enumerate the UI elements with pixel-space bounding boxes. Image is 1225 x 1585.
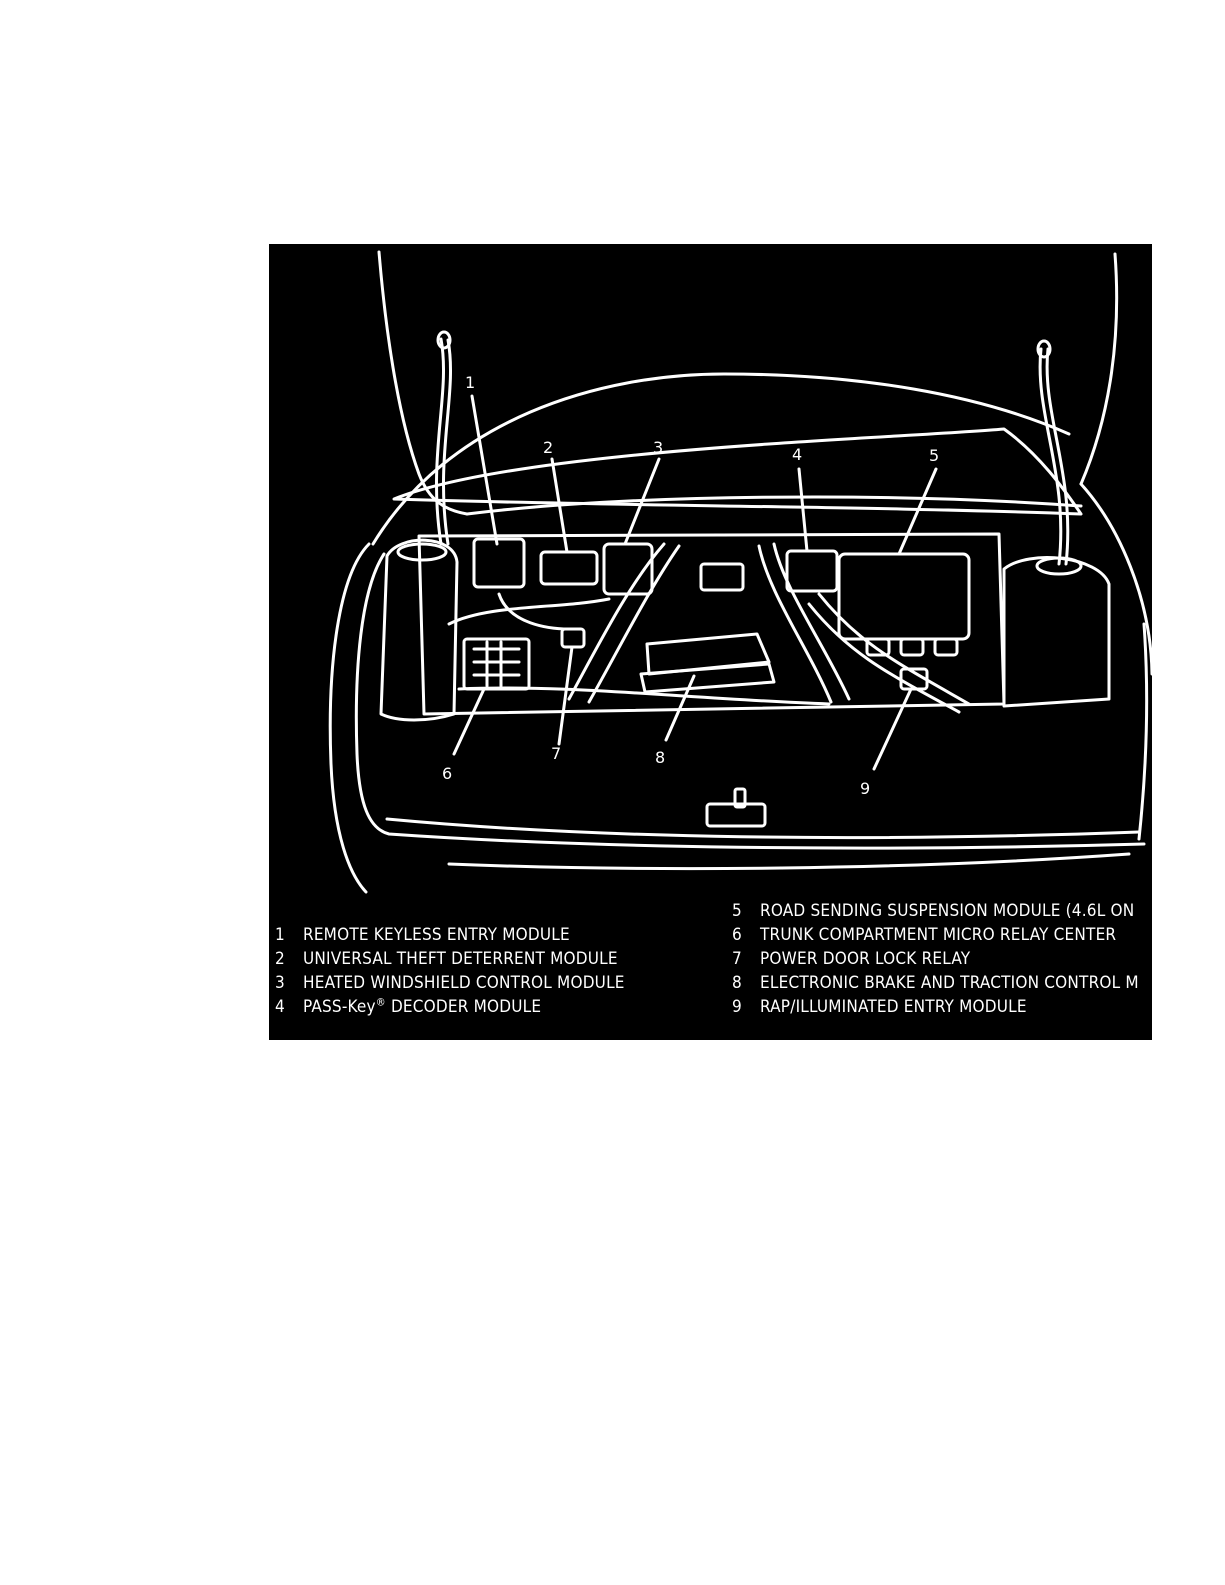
legend-label: RAP/ILLUMINATED ENTRY MODULE [760,997,1027,1017]
right-strut [1040,349,1061,564]
legend-number: 4 [275,997,285,1017]
legend-label: REMOTE KEYLESS ENTRY MODULE [303,925,570,945]
relay-center-6 [464,639,529,689]
module-8-base [641,664,774,692]
leader-6 [454,689,484,754]
registered-mark: ® [375,995,386,1009]
callout-1: 1 [465,373,476,392]
harness-right [819,594,969,704]
module-2-box [541,552,597,584]
callout-3: 3 [653,438,664,457]
legend-number: 6 [732,925,742,945]
legend-number: 5 [732,901,742,921]
callout-5: 5 [929,446,940,465]
relay-center-grid [474,642,519,686]
harness-arc-left [569,544,664,699]
callout-6: 6 [442,764,453,783]
right-side-edge [1139,624,1147,839]
center-small-box [701,564,743,590]
callout-9: 9 [860,779,871,798]
lid-right-edge [1081,254,1117,484]
right-wheel-well [1004,558,1109,706]
legend-label: HEATED WINDSHIELD CONTROL MODULE [303,973,625,993]
callout-8: 8 [655,748,666,767]
legend-number: 9 [732,997,742,1017]
left-strut-mount [398,544,446,560]
legend-label [303,996,541,1018]
right-strut-b [1047,349,1068,564]
relay-7 [562,629,584,647]
harness-left [449,594,609,629]
lid-left-edge [379,252,467,514]
legend-number: 8 [732,973,742,993]
legend-label: ELECTRONIC BRAKE AND TRACTION CONTROL M [760,973,1139,993]
legend-label-main: PASS-Key [303,997,376,1017]
module-4-box [787,551,837,591]
leader-4 [799,469,807,551]
module-5-connector-c [935,639,957,655]
callout-4: 4 [792,445,803,464]
left-strut [436,339,443,544]
harness-arc-right-b [759,546,831,702]
lid-top-arc [373,374,1069,544]
module-5-connector-a [867,639,889,655]
sill-line [449,854,1129,869]
callout-7: 7 [551,744,562,763]
legend [269,899,1152,1039]
legend-label-rest: DECODER MODULE [385,997,542,1017]
legend-label: POWER DOOR LOCK RELAY [760,949,971,969]
leader-9 [874,689,911,769]
legend-label: ROAD SENDING SUSPENSION MODULE (4.6L ON [760,901,1135,921]
legend-number: 7 [732,949,742,969]
legend-number: 2 [275,949,285,969]
legend-label: TRUNK COMPARTMENT MICRO RELAY CENTER [760,925,1117,945]
callout-2: 2 [543,438,554,457]
leader-1 [472,396,497,544]
module-5-box [839,554,969,639]
module-5-connector-b [901,639,923,655]
legend-label: UNIVERSAL THEFT DETERRENT MODULE [303,949,618,969]
trunk-component-diagram [269,244,1152,1040]
legend-number: 3 [275,973,285,993]
harness-right-b [809,604,959,712]
legend-number: 1 [275,925,285,945]
trunk-floor-edge [387,819,1139,838]
leader-5 [899,469,936,554]
module-1-box [474,539,524,587]
